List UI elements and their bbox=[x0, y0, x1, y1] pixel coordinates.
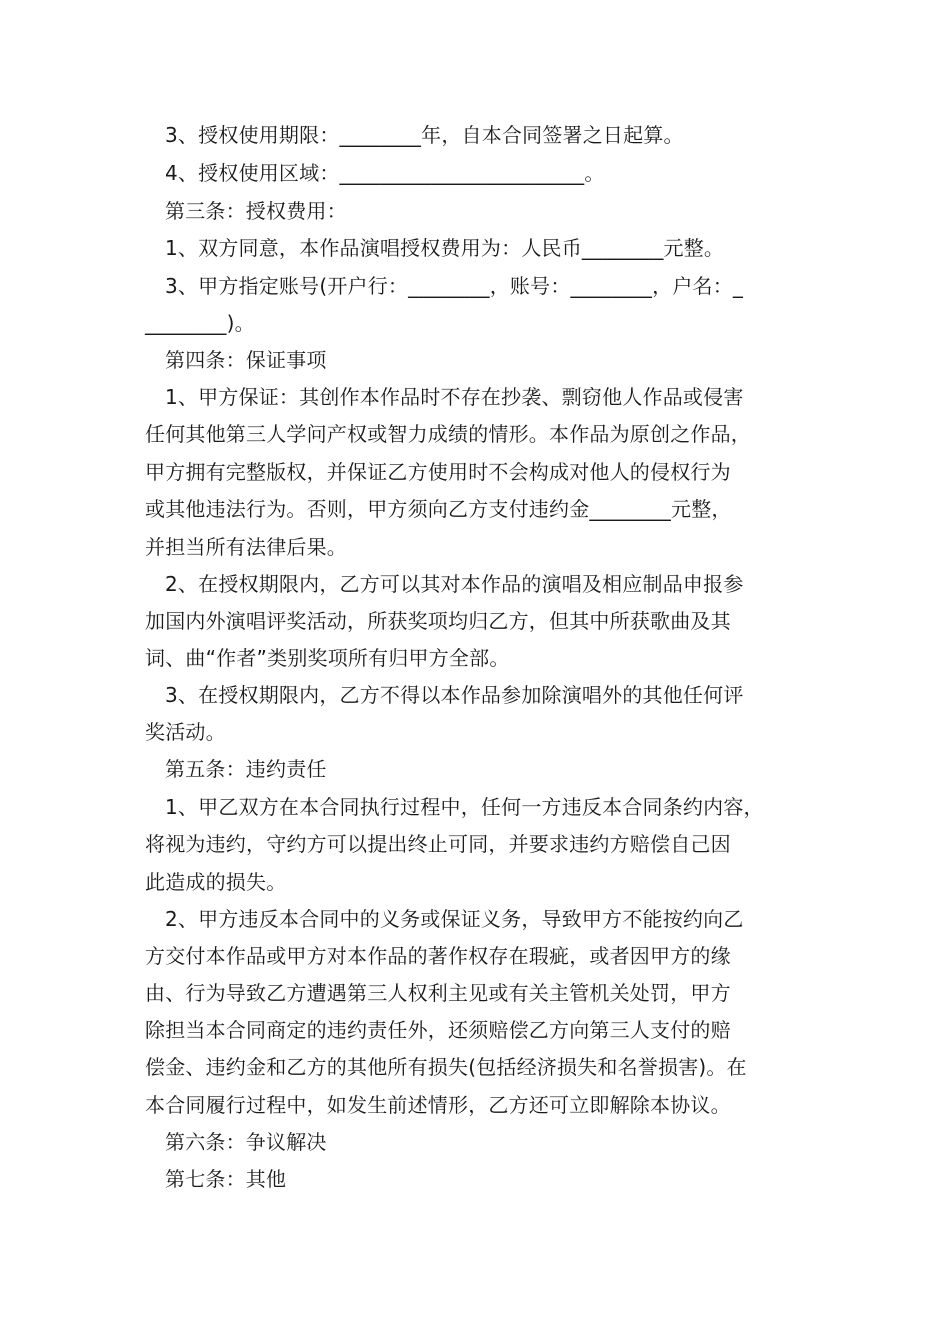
clause-line: 4、授权使用区域：________________________。 bbox=[165, 161, 605, 185]
section-heading: 第三条：授权费用： bbox=[165, 199, 347, 223]
clause-line: 由、行为导致乙方遭遇第三人权利主见或有关主管机关处罚，甲方 bbox=[145, 981, 731, 1005]
clause-line: 加国内外演唱评奖活动，所获奖项均归乙方，但其中所获歌曲及其 bbox=[145, 609, 731, 633]
section-heading: 第四条：保证事项 bbox=[165, 348, 327, 372]
clause-line: 将视为违约，守约方可以提出终止可同，并要求违约方赔偿自己因 bbox=[145, 832, 731, 856]
clause-line: 并担当所有法律后果。 bbox=[145, 535, 347, 559]
clause-line: 或其他违法行为。否则，甲方须向乙方支付违约金________元整， bbox=[145, 497, 732, 521]
section-heading: 第七条：其他 bbox=[165, 1167, 287, 1191]
clause-line: 3、在授权期限内，乙方不得以本作品参加除演唱外的其他任何评 bbox=[165, 683, 744, 707]
section-heading: 第五条：违约责任 bbox=[165, 757, 327, 781]
clause-line: 1、双方同意，本作品演唱授权费用为：人民币________元整。 bbox=[165, 236, 725, 260]
clause-line: 偿金、违约金和乙方的其他所有损失(包括经济损失和名誉损害)。在 bbox=[145, 1055, 747, 1079]
clause-line: 2、甲方违反本合同中的义务或保证义务，导致甲方不能按约向乙 bbox=[165, 907, 744, 931]
clause-line: 1、甲乙双方在本合同执行过程中，任何一方违反本合同条约内容， bbox=[165, 795, 764, 819]
section-heading: 第六条：争议解决 bbox=[165, 1130, 327, 1154]
clause-line: 甲方拥有完整版权，并保证乙方使用时不会构成对他人的侵权行为 bbox=[145, 460, 731, 484]
clause-line: 2、在授权期限内，乙方可以其对本作品的演唱及相应制品申报参 bbox=[165, 572, 744, 596]
clause-line: 方交付本作品或甲方对本作品的著作权存在瑕疵，或者因甲方的缘 bbox=[145, 944, 731, 968]
clause-line: 奖活动。 bbox=[145, 720, 226, 744]
clause-line: 3、授权使用期限：________年，自本合同签署之日起算。 bbox=[165, 123, 684, 147]
clause-line: 任何其他第三人学问产权或智力成绩的情形。本作品为原创之作品， bbox=[145, 422, 751, 446]
clause-line: 1、甲方保证：其创作本作品时不存在抄袭、剽窃他人作品或侵害 bbox=[165, 385, 744, 409]
clause-line: 除担当本合同商定的违约责任外，还须赔偿乙方向第三人支付的赔 bbox=[145, 1018, 731, 1042]
clause-line: 3、甲方指定账号(开户行：________，账号：________，户名：_ bbox=[165, 274, 744, 298]
clause-line: ________)。 bbox=[145, 311, 255, 335]
clause-line: 此造成的损失。 bbox=[145, 870, 287, 894]
clause-line: 词、曲“作者”类别奖项所有归甲方全部。 bbox=[145, 646, 510, 670]
clause-line: 本合同履行过程中，如发生前述情形，乙方还可立即解除本协议。 bbox=[145, 1093, 731, 1117]
